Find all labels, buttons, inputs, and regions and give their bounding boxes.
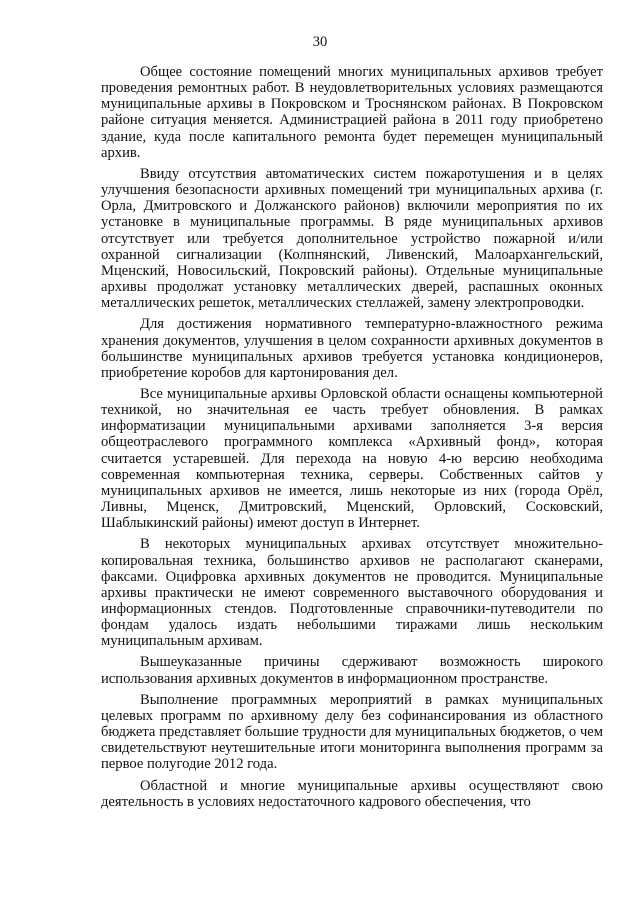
paragraph-staffing: Областной и многие муниципальные архивы осуществляют свою деятельность в условиях недостаточного кадрового обеспечения, что [101, 777, 603, 810]
paragraph-computer-equipment: Все муниципальные архивы Орловской области оснащены компьютерной техникой, но значительная ее часть требует обновления. В рамках информатизации муниципальными архивами заполняется 3-я версия общеотраслевого программного комплекса «Архивный фонд», которая считается устаревшей. Для перехода на новую 4-ю версию необходима современная компьютерная техника, серверы. Собственных сайтов у муниципальных архивов не имеется, лишь некоторые из них (города Орёл, Ливны, Мценск, Дмитровский, Мценский, Орловский, Сосковский, Шаблыкинский районы) имеют доступ в Интернет. [101, 385, 603, 532]
paragraph-program-funding: Выполнение программных мероприятий в рамках муниципальных целевых программ по архивному делу без софинансирования из областного бюджета представляет большие трудности для муниципальных бюджетов, о чем свидетельствуют неутешительные итоги мониторинга выполнения программ за первое полугодие 2012 года. [101, 691, 603, 773]
page-number: 30 [312, 34, 328, 50]
paragraph-premises-condition: Общее состояние помещений многих муниципальных архивов требует проведения ремонтных работ. В неудовлетворительных условиях размещаются муниципальные архивы в Покровском и Троснянском районах. В Покровском районе ситуация меняется. Администрацией района в 2011 году приобретено здание, куда после капитального ремонта будет перемещен муниципальный архив. [101, 64, 603, 161]
document-body [101, 64, 603, 815]
paragraph-climate-control: Для достижения нормативного температурно-влажностного режима хранения документов, улучшения в целом сохранности архивных документов в большинстве муниципальных архивов требуется установка кондиционеров, приобретение коробов для картонирования дел. [101, 316, 603, 381]
paragraph-fire-safety: Ввиду отсутствия автоматических систем пожаротушения и в целях улучшения безопасности архивных помещений три муниципальных архива (г. Орла, Дмитровского и Должанского районов) включили мероприятия по их установке в муниципальные программы. В ряде муниципальных архивов отсутствует или требуется дополнительное устройство пожарной и/или охранной сигнализации (Колпнянский, Ливенский, Малоархангельский, Мценский, Новосильский, Покровский районы). Отдельные муниципальные архивы продолжат установку металлических дверей, распашных оконных металлических решеток, металлических стеллажей, замену электропроводки. [101, 165, 603, 312]
paragraph-limitations: Вышеуказанные причины сдерживают возможность широкого использования архивных документов в информационном пространстве. [101, 654, 603, 687]
paragraph-copying-equipment: В некоторых муниципальных архивах отсутствует множительно-копировальная техника, большинство архивов не располагают сканерами, факсами. Оцифровка архивных документов не проводится. Муниципальные архивы практически не имеют современного выставочного оборудования и информационных стендов. Подготовленные справочники-путеводители по фондам удалось издать небольшими тиражами лишь нескольким муниципальным архивам. [101, 536, 603, 650]
